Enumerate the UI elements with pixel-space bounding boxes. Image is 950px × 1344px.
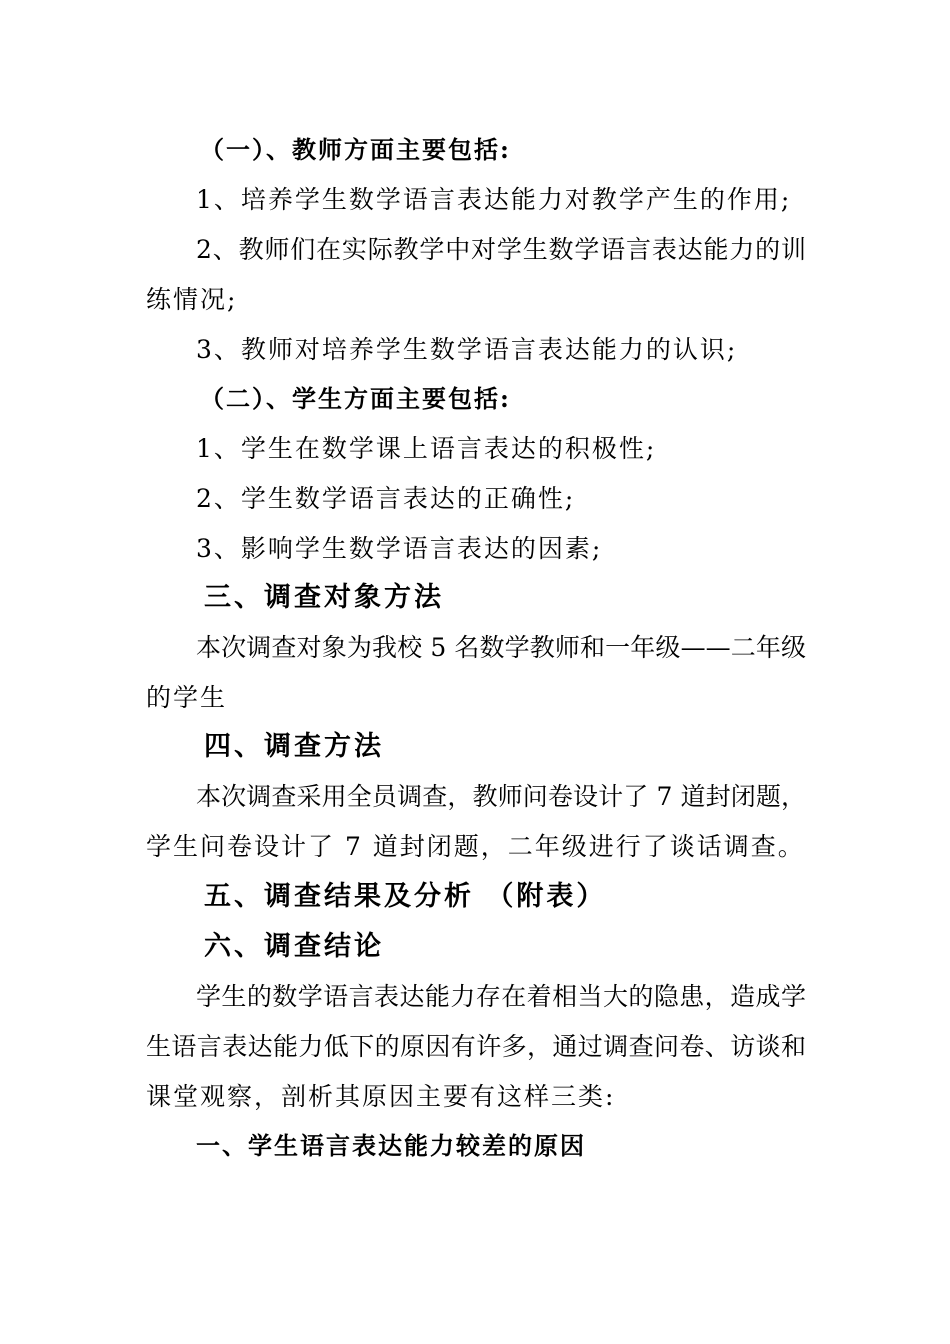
paragraph-line: 学生的数学语言表达能力存在着相当大的隐患，造成学 (196, 982, 806, 1011)
paragraph-line: 1、学生在数学课上语言表达的积极性; (196, 434, 657, 463)
section-heading-method: 四、调查方法 (204, 731, 384, 762)
paragraph-line: 2、学生数学语言表达的正确性; (196, 484, 576, 513)
subsection-heading-reasons: 一、学生语言表达能力较差的原因 (196, 1131, 586, 1160)
paragraph-line: 生语言表达能力低下的原因有许多，通过调查问卷、访谈和 (146, 1032, 806, 1061)
section-heading-conclusion: 六、调查结论 (204, 931, 384, 962)
subsection-heading-student: （二）、学生方面主要包括: (200, 384, 511, 413)
paragraph-line: 2、教师们在实际教学中对学生数学语言表达能力的训 (196, 235, 806, 264)
paragraph-line: 本次调查对象为我校 5 名数学教师和一年级——二年级 (196, 633, 806, 662)
paragraph-line: 学生问卷设计了 7 道封闭题，二年级进行了谈话调查。 (146, 832, 805, 861)
paragraph-line: 练情况; (146, 285, 238, 314)
paragraph-line: 3、影响学生数学语言表达的因素; (196, 534, 603, 563)
paragraph-line: 课堂观察，剖析其原因主要有这样三类: (146, 1082, 616, 1111)
paragraph-line: 1、培养学生数学语言表达能力对教学产生的作用; (196, 185, 792, 214)
paragraph-line: 3、教师对培养学生数学语言表达能力的认识; (196, 335, 738, 364)
subsection-heading-teacher: （一）、教师方面主要包括: (200, 135, 511, 164)
paragraph-line: 本次调查采用全员调查，教师问卷设计了 7 道封闭题， (196, 782, 806, 811)
paragraph-line: 的学生 (146, 683, 228, 712)
section-heading-subjects: 三、调查对象方法 (204, 582, 444, 613)
section-heading-results: 五、调查结果及分析 （附表） (204, 881, 607, 912)
